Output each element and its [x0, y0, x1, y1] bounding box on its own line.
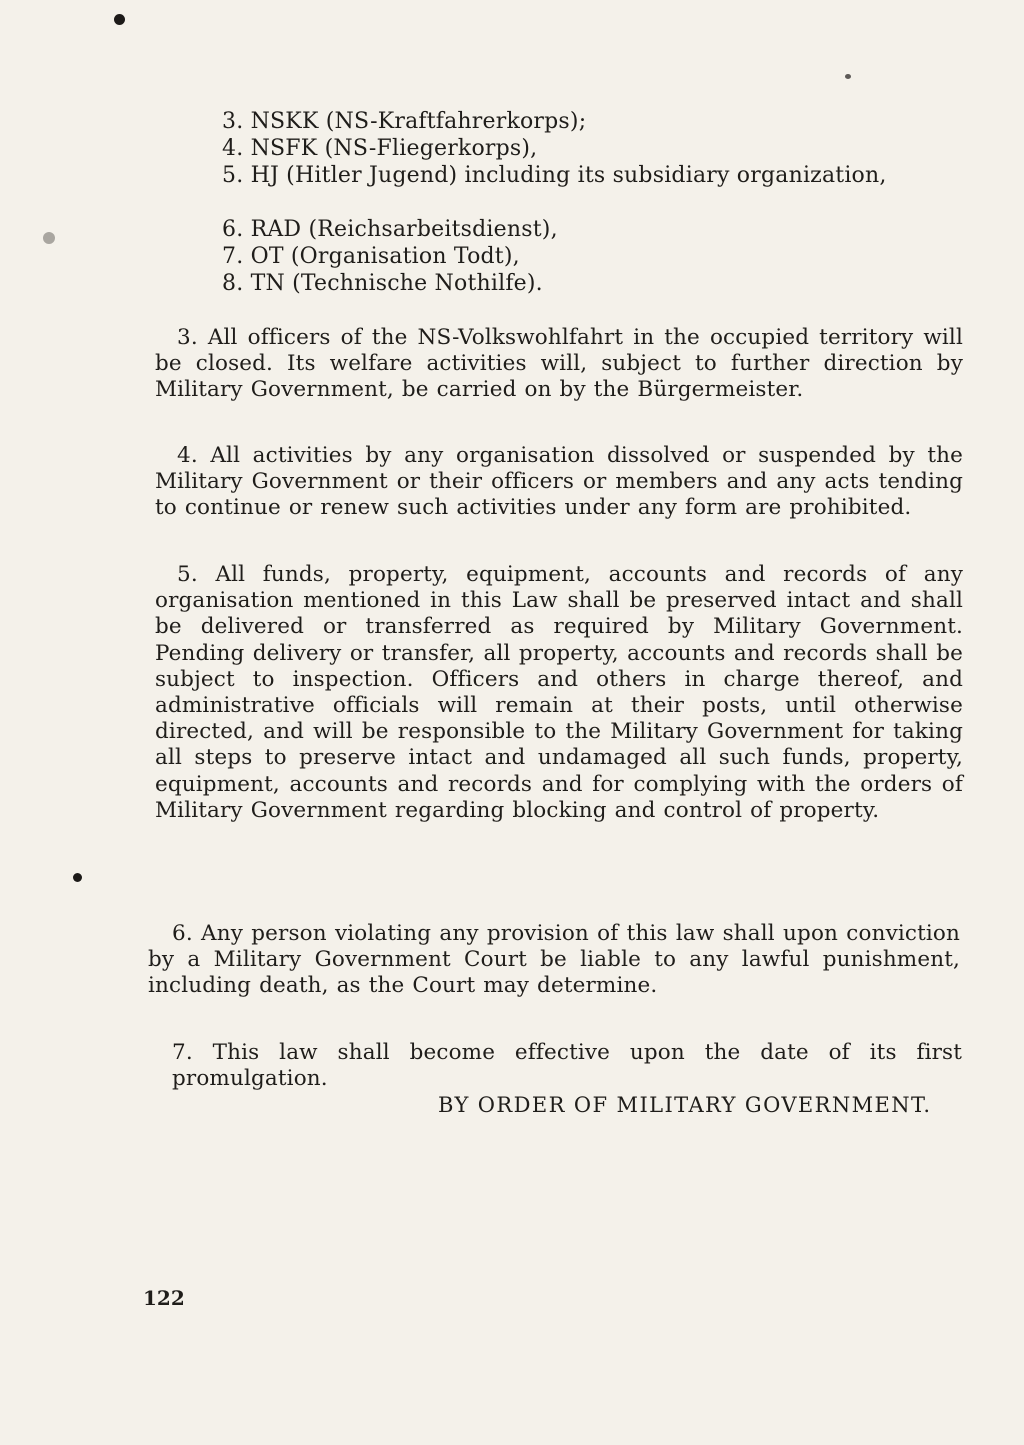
list-item: 6. RAD (Reichsarbeitsdienst),	[222, 217, 558, 242]
ink-speck	[845, 74, 851, 79]
list-item: 8. TN (Technische Nothilfe).	[222, 271, 543, 296]
paragraph-4: 4. All activities by any organisation dissolved or suspended by the Military Government or their officers or members and any acts tending to continue or renew such activities under any form are prohibited.	[155, 443, 963, 521]
page-number: 122	[143, 1286, 185, 1310]
organization-list-a	[222, 108, 887, 189]
list-item: 7. OT (Organisation Todt),	[222, 244, 520, 269]
list-item: 4. NSFK (NS-Fliegerkorps),	[222, 136, 538, 161]
ink-speck	[43, 232, 55, 244]
paragraph-5: 5. All funds, property, equipment, accounts and records of any organisation mentioned in this Law shall be preserved intact and shall be delivered or transferred as required by Military Government. Pending delivery or transfer, all property, accounts and records shall be subject to inspection. Officers and others in charge thereof, and administrative officials will remain at their posts, until otherwise directed, and will be responsible to the Military Government for taking all steps to preserve intact and undamaged all such funds, property, equipment, accounts and records and for complying with the orders of Military Government regarding blocking and control of property.	[155, 562, 963, 823]
paragraph-6: 6. Any person violating any provision of this law shall upon conviction by a Military Government Court be liable to any lawful punishment, including death, as the Court may determine.	[148, 921, 960, 999]
list-item: 5. HJ (Hitler Jugend) including its subsidiary organization,	[222, 163, 887, 188]
signature-line: BY ORDER OF MILITARY GOVERNMENT.	[438, 1093, 932, 1117]
paragraph-7: 7. This law shall become effective upon the date of its first promulgation.	[172, 1040, 962, 1092]
punch-hole-mark	[73, 873, 82, 882]
list-item: 3. NSKK (NS-Kraftfahrerkorps);	[222, 109, 587, 134]
punch-hole-mark	[114, 14, 125, 25]
organization-list-b	[222, 216, 558, 297]
paragraph-3: 3. All officers of the NS-Volkswohlfahrt in the occupied territory will be closed. Its welfare activities will, subject to further direction by Military Government, be carried on by the Bürgermeister.	[155, 325, 963, 403]
